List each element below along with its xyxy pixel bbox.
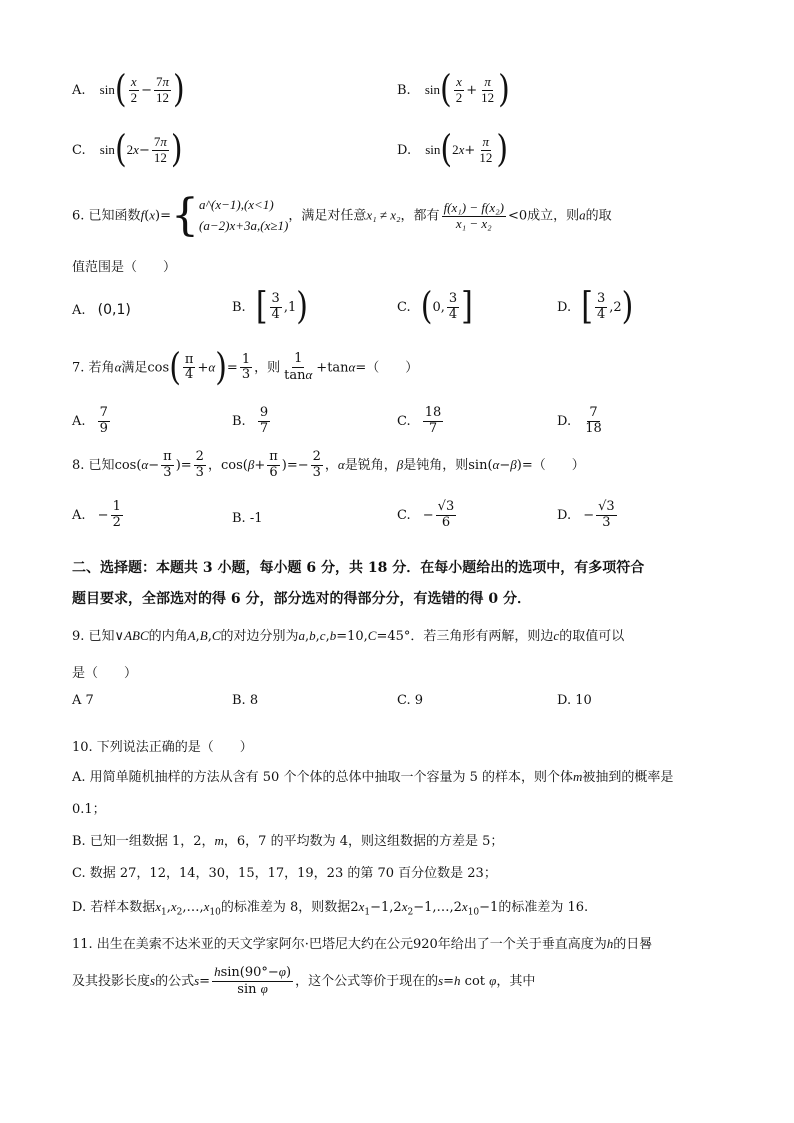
q5-option-d: D. sin(2x+ $\frac{\pi}{12}$ ) xyxy=(397,127,509,172)
q5-option-a: A. sin( $\frac{x}{2}$ − $\frac{7\pi}{12}$ ) xyxy=(72,67,185,112)
q7-option-b: B. $\frac{9}{7}$ xyxy=(232,405,269,436)
q10-stem: 10. 下列说法正确的是（ ） xyxy=(72,740,253,755)
q8-stem: 8. 已知cos(α− $\frac{\pi}{3}$ )= $\frac{2}{3}$ ，cos(β+ $\frac{\pi}{6}$ )=− $\frac{2}{3}$ ，α是锐角，β是钝角，则sin(α−β)=（ ） xyxy=(72,449,585,480)
q6-stem-line2: 值范围是（ ） xyxy=(72,260,177,275)
section2-heading-line2: 题目要求，全部选对的得 6 分，部分选对的得部分分，有选错的得 0 分． xyxy=(72,591,531,607)
option-label: B. xyxy=(397,82,411,98)
q9-option-d: D. 10 xyxy=(557,693,592,708)
q5-option-c: C. sin(2x− $\frac{7\pi}{12}$ ) xyxy=(72,127,183,172)
q10-option-b: B. 已知一组数据 1，2，m，6，7 的平均数为 4，则这组数据的方差是 5； xyxy=(72,833,504,849)
piecewise-cases: a^(x−1),(x<1) (a−2)x+3a,(x≥1) xyxy=(199,197,289,233)
q6-option-d: D. [ $\frac{3}{4}$ ,2) xyxy=(557,284,634,329)
q5-option-b: B. sin( $\frac{x}{2}$ + $\frac{\pi}{12}$ ) xyxy=(397,67,510,112)
q8-option-c: C. − $\frac{√3}{6}$ xyxy=(397,499,455,530)
q11-line1: 11. 出生在美索不达米亚的天文学家阿尔·巴塔尼大约在公元920年给出了一个关于垂直高度为h的日晷 xyxy=(72,936,653,952)
q6-option-a: A. (0,1) xyxy=(72,302,131,318)
q7-option-a: A. $\frac{7}{9}$ xyxy=(72,405,108,436)
q10-option-c: C. 数据 27，12，14，30，15，17，19，23 的第 70 百分位数是 23； xyxy=(72,866,497,881)
q6-option-b: B. [ $\frac{3}{4}$ ,1) xyxy=(232,284,308,329)
q7-option-d: D. $\frac{7}{18}$ xyxy=(557,405,602,436)
q11-line2: 及其投影长度s的公式s= $\frac{hsin(90^\circ-\varphi)}{\text{sin φ}}$ ，这个公式等价于现在的s=h cot φ，其中 xyxy=(72,964,536,997)
q9-stem: 9. 已知∨ABC的内角A,B,C的对边分别为a,b,c,b=10,C=45°．若三角形有两解，则边c的取值可以 xyxy=(72,628,625,644)
q8-option-a: A. − $\frac{1}{2}$ xyxy=(72,499,121,530)
section2-heading-line1: 二、选择题：本题共 3 小题，每小题 6 分，共 18 分．在每小题给出的选项中，有多项符合 xyxy=(72,560,645,576)
option-label: D. xyxy=(397,142,412,158)
option-label: C. xyxy=(72,142,86,158)
q9-option-c: C. 9 xyxy=(397,693,424,708)
q8-option-d: D. − $\frac{√3}{3}$ xyxy=(557,499,615,530)
q9-stem-line2: 是（ ） xyxy=(72,666,138,681)
q7-option-c: C. $\frac{18}{7}$ xyxy=(397,405,442,436)
q6-option-c: C. (0, $\frac{3}{4}$ ] xyxy=(397,284,473,329)
q9-option-a: A 7 xyxy=(72,693,94,708)
q10-option-d: D. 若样本数据$x_1,x_2,\dots,x_{10}$的标准差为 8，则数据$2x_1-1,2x_2-1,\dots,2x_{10}-1$的标准差为 16. xyxy=(72,899,589,918)
q6-stem: 6. 已知函数f(x)={ a^(x−1),(x<1) (a−2)x+3a,(x≥1) ，满足对任意x₁ ≠ x₂，都有 $\frac{\text{f(x₁) − f(x₂)}}{\text{x₁ − x₂}}$ <0成立，则a的取 xyxy=(72,190,612,241)
q10-option-a: A. 用简单随机抽样的方法从含有 50 个个体的总体中抽取一个容量为 5 的样本，则个体m被抽到的概率是 xyxy=(72,769,674,785)
q8-option-b: B. -1 xyxy=(232,511,263,526)
q9-option-b: B. 8 xyxy=(232,693,259,708)
q7-stem: 7. 若角α满足cos( $\frac{\pi}{4}$ +α)= $\frac{1}{3}$ ，则 $\frac{1}{\tan\alpha}$ +tanα=（ ） xyxy=(72,345,419,390)
q10-option-a-line2: 0.1； xyxy=(72,802,106,817)
option-label: A. xyxy=(72,82,86,98)
